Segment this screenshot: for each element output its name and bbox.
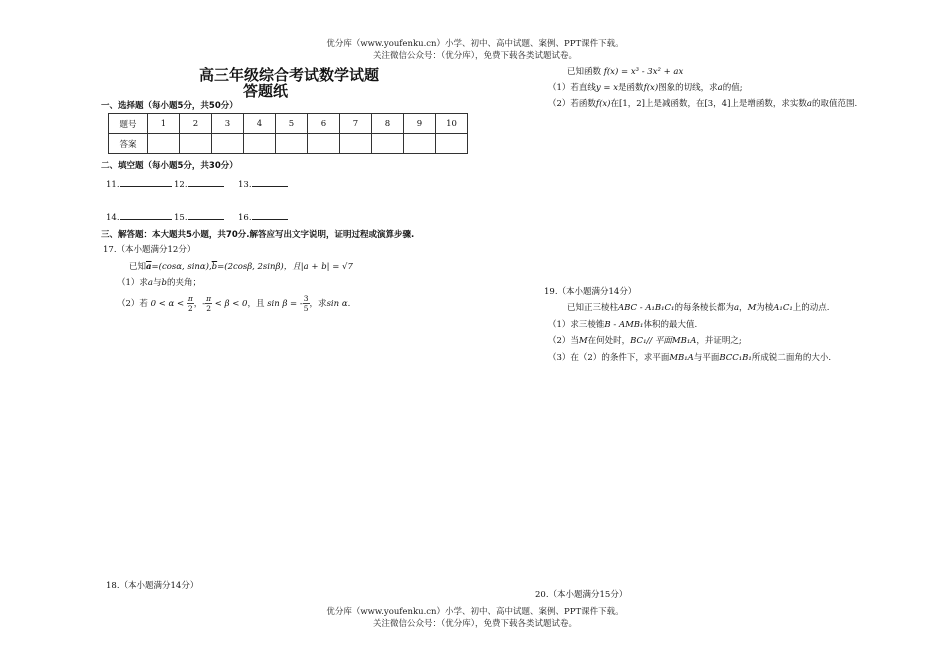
q17-label: 17.（本小题满分12分） [103, 245, 196, 255]
var-a: a [717, 83, 723, 93]
sin-beta: sin β = - [267, 299, 303, 309]
fill-blank-16[interactable] [238, 210, 288, 223]
part2-text: 在[1，2]上是减函数，在[3，4]上是增函数，求实数 [610, 99, 807, 109]
period: . [347, 299, 351, 309]
answer-cell[interactable] [340, 134, 372, 154]
q19-part1-prefix: （1）求三棱锥 [548, 320, 605, 330]
section-1-heading: 一、选择题（每小题5分，共50分） [101, 101, 238, 111]
fill-blank-14[interactable] [106, 210, 172, 223]
q17-part2-prefix: （2）若 [117, 299, 148, 309]
part1-end: 的值; [722, 83, 743, 93]
q19-given-mid2: 为棱 [756, 303, 774, 313]
answer-cell[interactable] [212, 134, 244, 154]
part1-mid: 是函数 [618, 83, 644, 93]
q19-part2-end: ，并证明之; [696, 336, 742, 346]
question-number: 1 [148, 114, 180, 134]
question-number: 8 [372, 114, 404, 134]
function-given [567, 65, 683, 77]
question-number: 2 [180, 114, 212, 134]
answer-cell[interactable] [308, 134, 340, 154]
footer-line-2: 关注微信公众号：（优分库），免费下载各类试题试卷。 [372, 619, 577, 629]
q17-part-2 [117, 294, 350, 313]
blank-line[interactable] [252, 177, 288, 187]
fraction-numerator: π [206, 294, 212, 303]
q18-label: 18.（本小题满分14分） [106, 581, 199, 591]
fill-blank-15[interactable] [174, 210, 224, 223]
given-prefix: 已知函数 [567, 67, 602, 77]
q19-given-end: 上的动点. [792, 303, 830, 313]
function-formula: f(x) = x³ - 3x² + ax [603, 67, 684, 77]
q19-part-1 [548, 318, 697, 330]
fraction-denominator: 2 [187, 304, 193, 313]
question-number: 7 [340, 114, 372, 134]
question-number: 6 [308, 114, 340, 134]
blank-label: 15. [174, 213, 188, 223]
pyramid-name: B - AMB₁ [604, 320, 644, 330]
page-title: 高三年级综合考试数学试题 [199, 66, 380, 84]
and-text: ，且 [247, 299, 265, 309]
q17-norm-condition: |a + b| = √7 [300, 262, 353, 272]
question-number: 4 [244, 114, 276, 134]
part2-prefix: （2）若函数 [548, 99, 596, 109]
q17-vector-b-def: =(2cosβ, 2sinβ)，且 [217, 262, 301, 272]
blank-line[interactable] [188, 210, 224, 220]
q17-given [129, 260, 353, 272]
plane-name: MB₁A [671, 336, 697, 346]
var-b: b [161, 278, 167, 288]
line-equation: y = x [595, 83, 619, 93]
blank-line[interactable] [252, 210, 288, 220]
q20-label: 20.（本小题满分15分） [535, 590, 628, 600]
answer-cell[interactable] [148, 134, 180, 154]
part1-suffix: 图象的切线，求 [658, 83, 718, 93]
blank-label: 12. [174, 180, 188, 190]
footer-line-1: 优分库（www.youfenku.cn）小学、初中、高中试题、案例、PPT课件下载。 [326, 607, 624, 617]
q17-part-1 [117, 276, 201, 288]
blank-line[interactable] [188, 177, 224, 187]
function-part-2 [548, 97, 857, 109]
three-fifths-fraction [303, 294, 310, 313]
q19-part2-mid: 在何处时， [587, 336, 631, 346]
row-header-number: 题号 [109, 114, 148, 134]
answer-cell[interactable] [404, 134, 436, 154]
prism-name: ABC - A₁B₁C₁ [618, 303, 675, 313]
vector-b: $\overline{b}$ [211, 262, 218, 272]
q19-part2-prefix: （2）当 [548, 336, 579, 346]
q19-part-3 [548, 351, 831, 363]
q17-part1-mid: 与 [153, 278, 162, 288]
q17-part1-prefix: （1）求 [117, 278, 148, 288]
page-subtitle: 答题纸 [243, 82, 289, 100]
question-number: 10 [436, 114, 468, 134]
blank-line[interactable] [120, 177, 172, 187]
q19-given-prefix: 已知正三棱柱 [567, 303, 619, 313]
question-number: 3 [212, 114, 244, 134]
fraction-numerator: 3 [303, 294, 309, 303]
blank-label: 11. [106, 180, 120, 190]
vector-a: $\overline{a}$ [146, 262, 152, 272]
header-line-1: 优分库（www.youfenku.cn）小学、初中、高中试题、案例、PPT课件下载。 [326, 39, 624, 49]
question-number: 5 [276, 114, 308, 134]
blank-label: 13. [238, 180, 252, 190]
var-m: M [747, 303, 757, 313]
fraction-denominator: 2 [206, 304, 212, 313]
q19-part-2 [548, 334, 742, 346]
header-line-2: 关注微信公众号：（优分库），免费下载各类试题试卷。 [372, 51, 577, 61]
blank-label: 16. [238, 213, 252, 223]
function-fx: f(x) [595, 99, 611, 109]
var-a: a [733, 303, 740, 313]
table-row [109, 134, 468, 154]
sin-alpha: sin α [326, 299, 348, 309]
q19-part3-prefix: （3）在（2）的条件下，求平面 [548, 353, 670, 363]
fraction-denominator: 5 [303, 304, 309, 313]
separator: ， [193, 299, 203, 309]
function-part-1 [548, 81, 743, 93]
answer-cell[interactable] [436, 134, 468, 154]
section-2-heading: 二、填空题（每小题5分，共30分） [101, 161, 238, 171]
answer-table [108, 113, 468, 154]
line-name: BC₁ [630, 336, 647, 346]
q17-part1-suffix: 的夹角； [166, 278, 201, 288]
alpha-range-left: 0 < α < [150, 299, 185, 309]
var-a: a [147, 278, 153, 288]
pi-over-2-fraction [187, 294, 194, 313]
fill-blank-11[interactable] [106, 177, 172, 190]
parallel-plane: // 平面 [646, 336, 672, 346]
answer-cell[interactable] [180, 134, 212, 154]
q19-part3-end: 所成锐二面角的大小. [751, 353, 832, 363]
q19-given-mid: 的每条棱长都为 [674, 303, 734, 313]
function-fx: f(x) [643, 83, 659, 93]
q19-part1-end: 体积的最大值. [643, 320, 698, 330]
question-number: 9 [404, 114, 436, 134]
row-header-answer: 答案 [109, 134, 148, 154]
var-a: a [806, 99, 812, 109]
plane-name: BCC₁B₁ [719, 353, 752, 363]
blank-line[interactable] [120, 210, 172, 220]
part2-end: 的取值范围. [811, 99, 858, 109]
answer-cell[interactable] [372, 134, 404, 154]
separator: ， [739, 303, 748, 313]
q17-vector-a-def: =(cosα, sinα), [151, 262, 212, 272]
ask-text: ，求 [309, 299, 327, 309]
q19-label: 19.（本小题满分14分） [544, 287, 637, 297]
pi-over-2-fraction [205, 294, 212, 313]
blank-label: 14. [106, 213, 120, 223]
edge-name: A₁C₁ [773, 303, 793, 313]
q17-given-prefix: 已知 [129, 262, 147, 272]
q19-given [567, 301, 829, 313]
answer-cell[interactable] [276, 134, 308, 154]
table-row [109, 114, 468, 134]
q19-part3-mid: 与平面 [693, 353, 720, 363]
fill-blank-13[interactable] [238, 177, 288, 190]
fraction-numerator: π [187, 294, 193, 303]
minus-sign: - [202, 299, 206, 309]
fill-blank-12[interactable] [174, 177, 224, 190]
plane-name: MB₁A [669, 353, 694, 363]
part1-prefix: （1）若直线 [548, 83, 596, 93]
beta-range-right: < β < 0 [214, 299, 248, 309]
var-m: M [578, 336, 588, 346]
answer-cell[interactable] [244, 134, 276, 154]
section-3-heading: 三、解答题：本大题共5小题，共70分.解答应写出文字说明，证明过程或演算步骤. [101, 230, 415, 240]
